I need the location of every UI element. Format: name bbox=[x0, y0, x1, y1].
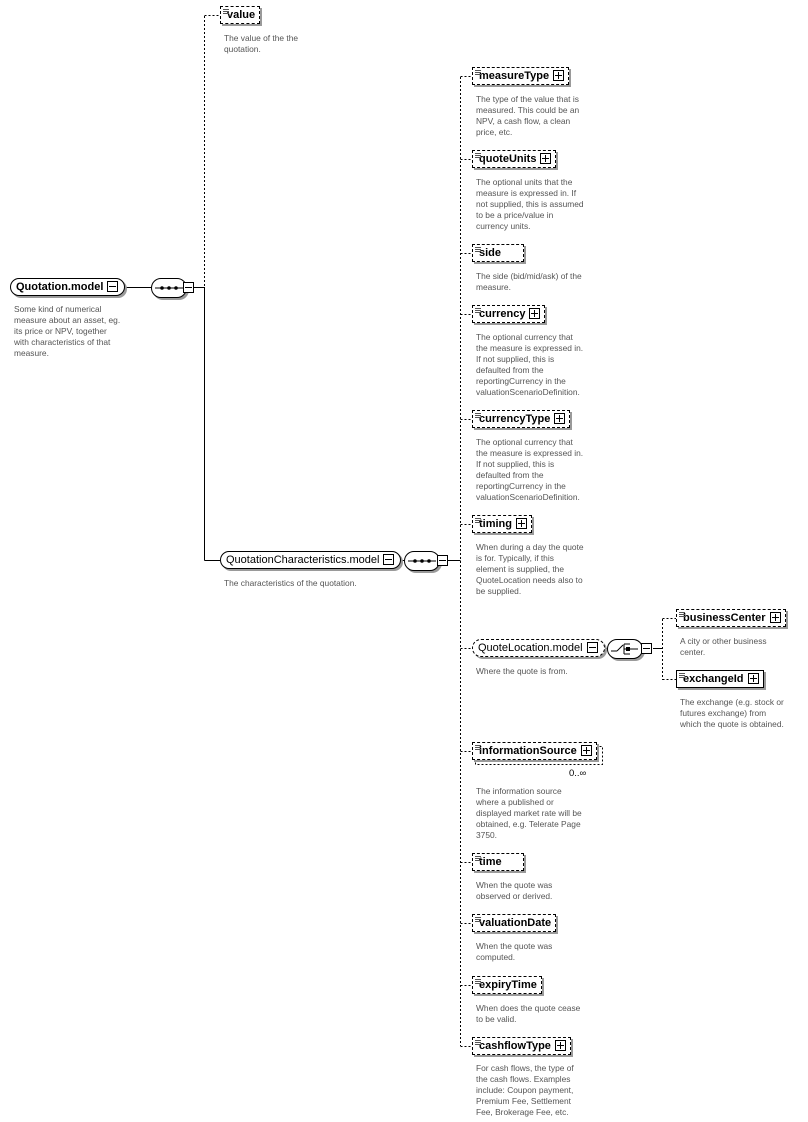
element-icon bbox=[475, 308, 481, 313]
element-icon bbox=[475, 979, 481, 984]
quotation-model-label: Quotation.model bbox=[16, 281, 104, 293]
value-description: The value of the the quotation. bbox=[224, 33, 299, 54]
element-icon bbox=[475, 856, 481, 861]
expand-icon[interactable] bbox=[553, 70, 564, 81]
cashflow-type-element[interactable] bbox=[472, 1037, 571, 1055]
quotation-model-group[interactable] bbox=[10, 278, 125, 296]
quotation-characteristics-label: QuotationCharacteristics.model bbox=[226, 554, 380, 566]
element-description: A city or other business center. bbox=[680, 636, 767, 657]
quote-location-description: Where the quote is from. bbox=[476, 666, 568, 676]
sequence-compositor-icon bbox=[151, 278, 187, 298]
quotation-model-description: Some kind of numerical measure about an asset, eg. its price or NPV, together with characteristics of that measure. bbox=[14, 304, 121, 358]
element-label: time bbox=[479, 856, 502, 868]
element-label: expiryTime bbox=[479, 979, 537, 991]
cardinality-label: 0..∞ bbox=[569, 768, 587, 779]
element-description: The optional units that the measure is expressed in. If not supplied, this is assumed to be a price/value in currency units. bbox=[476, 177, 584, 231]
expiry-time-element[interactable] bbox=[472, 976, 542, 994]
element-icon bbox=[475, 917, 481, 922]
collapse-icon[interactable] bbox=[587, 642, 598, 653]
collapse-icon[interactable] bbox=[183, 282, 194, 293]
side-element[interactable] bbox=[472, 244, 524, 262]
element-description: The information source where a published or displayed market rate will be obtained, e.g. Telerate Page 3750. bbox=[476, 786, 582, 840]
element-label: quoteUnits bbox=[479, 153, 537, 165]
exchange-id-element[interactable] bbox=[676, 670, 764, 688]
currency-element[interactable] bbox=[472, 305, 545, 323]
element-label: valuationDate bbox=[479, 917, 552, 929]
element-label: currency bbox=[479, 308, 526, 320]
element-description: When the quote was computed. bbox=[476, 941, 553, 962]
quotation-characteristics-group[interactable] bbox=[220, 551, 401, 569]
element-icon bbox=[223, 9, 229, 14]
element-description: The optional currency that the measure is expressed in. If not supplied, this is defaulted from the reportingCurrency in the valuationScenarioDefinition. bbox=[476, 437, 584, 502]
quote-units-element[interactable] bbox=[472, 150, 556, 168]
expand-icon[interactable] bbox=[516, 518, 527, 529]
measure-type-element[interactable] bbox=[472, 67, 569, 85]
time-element[interactable] bbox=[472, 853, 524, 871]
valuation-date-element[interactable] bbox=[472, 914, 556, 932]
element-icon bbox=[475, 153, 481, 158]
element-label: timing bbox=[479, 518, 512, 530]
expand-icon[interactable] bbox=[748, 673, 759, 684]
element-label: currencyType bbox=[479, 413, 551, 425]
element-icon bbox=[475, 745, 481, 750]
timing-element[interactable] bbox=[472, 515, 532, 533]
expand-icon[interactable] bbox=[529, 308, 540, 319]
element-label: cashflowType bbox=[479, 1040, 551, 1052]
element-description: The type of the value that is measured. This could be an NPV, a cash flow, a clean price, etc. bbox=[476, 94, 580, 137]
element-label: measureType bbox=[479, 70, 550, 82]
element-icon bbox=[475, 518, 481, 523]
information-source-element[interactable] bbox=[472, 742, 597, 760]
expand-icon[interactable] bbox=[770, 612, 781, 623]
expand-icon[interactable] bbox=[555, 1040, 566, 1051]
collapse-icon[interactable] bbox=[107, 281, 118, 292]
value-element-label: value bbox=[227, 9, 256, 21]
element-label: businessCenter bbox=[683, 612, 766, 624]
element-icon bbox=[679, 612, 685, 617]
quotation-characteristics-description: The characteristics of the quotation. bbox=[224, 578, 357, 588]
collapse-icon[interactable] bbox=[383, 554, 394, 565]
element-description: The optional currency that the measure is expressed in. If not supplied, this is defaulted from the reportingCurrency in the valuationScenarioDefinition. bbox=[476, 332, 584, 397]
element-description: When the quote was observed or derived. bbox=[476, 880, 553, 901]
quote-location-label: QuoteLocation.model bbox=[478, 642, 583, 654]
expand-icon[interactable] bbox=[554, 413, 565, 424]
element-icon bbox=[475, 1040, 481, 1045]
expand-icon[interactable] bbox=[540, 153, 551, 164]
value-element[interactable] bbox=[220, 6, 260, 24]
element-icon bbox=[475, 413, 481, 418]
element-icon bbox=[475, 70, 481, 75]
expand-icon[interactable] bbox=[581, 745, 592, 756]
sequence-compositor-icon bbox=[404, 551, 440, 571]
element-description: The exchange (e.g. stock or futures exchange) from which the quote is obtained. bbox=[680, 697, 784, 729]
element-label: exchangeId bbox=[683, 673, 744, 685]
collapse-icon[interactable] bbox=[437, 555, 448, 566]
element-description: For cash flows, the type of the cash flows. Examples include: Coupon payment, Premium Fee, Settlement Fee, Brokerage Fee, etc. bbox=[476, 1063, 574, 1117]
business-center-element[interactable] bbox=[676, 609, 786, 627]
currency-type-element[interactable] bbox=[472, 410, 570, 428]
collapse-icon[interactable] bbox=[641, 643, 652, 654]
element-label: informationSource bbox=[479, 745, 577, 757]
element-icon bbox=[679, 673, 685, 678]
element-description: When does the quote cease to be valid. bbox=[476, 1003, 581, 1024]
element-description: The side (bid/mid/ask) of the measure. bbox=[476, 271, 582, 292]
choice-compositor-icon bbox=[607, 639, 643, 659]
element-icon bbox=[475, 247, 481, 252]
element-description: When during a day the quote is for. Typically, if this element is supplied, the QuoteLocation needs also to be supplied. bbox=[476, 542, 584, 596]
element-label: side bbox=[479, 247, 502, 259]
quote-location-group[interactable] bbox=[472, 639, 605, 657]
